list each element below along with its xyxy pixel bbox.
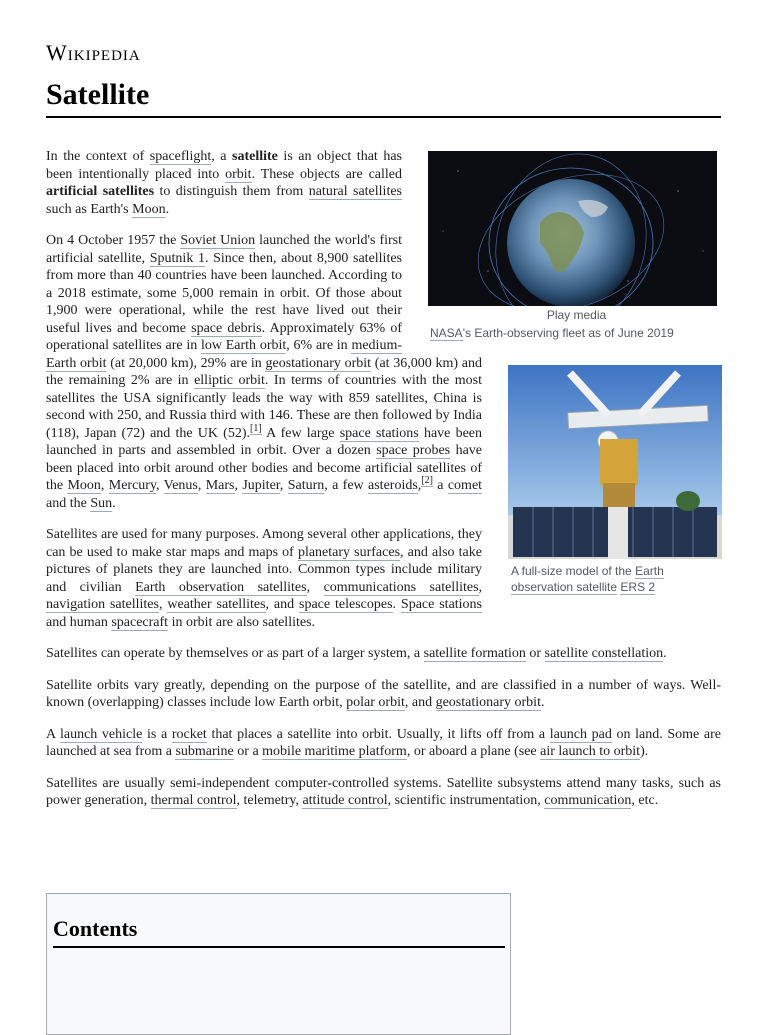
link-moon-2[interactable]: Moon xyxy=(67,478,101,493)
link-satellite-constellation[interactable]: satellite constellation xyxy=(544,646,664,661)
paragraph-systems: Satellites can operate by themselves or as part of a larger system, a satellite formation or satellite constellation. xyxy=(46,646,667,661)
link-air-launch-to-orbit[interactable]: air launch to orbit xyxy=(540,744,641,759)
link-thermal-control[interactable]: thermal control xyxy=(150,793,237,808)
paragraph-intro: In the context of spaceflight, a satellite is an object that has been intentionally placed into orbit. These objects are called artificial satellites to distinguish them from natural satellites such as Earth's Moon. xyxy=(46,149,402,217)
link-launch-vehicle[interactable]: launch vehicle xyxy=(59,726,143,742)
link-polar-orbit[interactable]: polar orbit xyxy=(346,695,405,710)
link-mars[interactable]: Mars xyxy=(205,478,235,493)
link-sun[interactable]: Sun xyxy=(90,495,113,511)
link-space-probes[interactable]: space probes xyxy=(376,443,451,458)
link-submarine[interactable]: submarine xyxy=(175,744,234,759)
link-mobile-maritime-platform[interactable]: mobile maritime platform xyxy=(262,744,407,759)
link-elliptic-orbit[interactable]: elliptic orbit xyxy=(194,373,265,388)
link-communications-satellites[interactable]: communications satellites xyxy=(323,579,479,595)
wikipedia-logo[interactable]: Wikipedia xyxy=(46,40,141,65)
ers2-model-image[interactable] xyxy=(508,365,722,559)
link-medium-earth-orbit[interactable]: medium-Earth orbit xyxy=(46,338,402,371)
link-spacecraft[interactable]: spacecraft xyxy=(111,614,169,630)
figure2-caption: A full-size model of the Earth observation satellite ERS 2 xyxy=(511,563,664,594)
toc-divider xyxy=(53,946,505,948)
earth-fleet-video[interactable] xyxy=(428,151,717,306)
earth-fleet-image xyxy=(428,151,717,306)
link-rocket[interactable]: rocket xyxy=(171,726,207,742)
link-mercury[interactable]: Mercury xyxy=(108,478,157,493)
table-of-contents xyxy=(46,893,511,1035)
link-geostationary-orbit-2[interactable]: geostationary orbit xyxy=(435,695,541,710)
link-comet[interactable]: comet xyxy=(447,478,483,493)
link-spaceflight[interactable]: spaceflight xyxy=(149,149,212,164)
link-venus[interactable]: Venus xyxy=(163,478,198,493)
link-planetary-surfaces[interactable]: planetary surfaces xyxy=(297,544,401,560)
link-moon[interactable]: Moon xyxy=(132,201,166,217)
link-space-stations[interactable]: space stations xyxy=(339,425,419,441)
nasa-link[interactable]: NASA xyxy=(430,325,463,340)
link-space-stations-2[interactable]: Space stations xyxy=(400,597,483,612)
article-body xyxy=(46,148,721,824)
page-title: Satellite xyxy=(46,78,150,111)
link-satellite-formation[interactable]: satellite formation xyxy=(423,646,526,661)
paragraph-purposes: Satellites are used for many purposes. Among several other applications, they can be used to make star maps and maps of planetary surfaces, and also take pictures of planets they are launched into. Common types include military and civilian Earth observation satellites, communications satellites, navigation satellites, weather satellites, and space telescopes. Space stations and human spacecraft in orbit are also satellites. xyxy=(46,527,483,630)
paragraph-history: On 4 October 1957 the Soviet Union launched the world's first artificial satellite, Sputnik 1. Since then, about 8,900 satellites from more than 40 countries have been launched. According to a 2018 estimate, some 5,000 remain in orbit. Of those about 1,900 were operational, while the rest have lived out their useful lives and become space debris. Approximately 63% of operational satellites are in low Earth orbit, 6% are in medium-Earth orbit (at 20,000 km), 29% are in geostationary orbit (at 36,000 km) and the remaining 2% are in elliptic orbit. In terms of countries with the most satellites the USA significantly leads the way with 859 satellites, China is second with 250, and Russia third with 146. These are then followed by India (118), Japan (72) and the UK (52).[1] A few large space stations have been launched in parts and assembled in orbit. Over a dozen space probes have been placed into orbit around other bodies and become artificial satellites of the Moon, Mercury, Venus, Mars, Jupiter, Saturn, a few asteroids,[2] a comet and the Sun. xyxy=(46,233,483,511)
link-asteroids[interactable]: asteroids xyxy=(368,478,418,493)
paragraph-orbits: Satellite orbits vary greatly, depending on the purpose of the satellite, and are classified in a number of ways. Well-known (overlapping) classes include low Earth orbit, polar orbit, and geostationary orbit. xyxy=(46,677,721,710)
link-natural-satellites[interactable]: natural satellites xyxy=(308,184,402,199)
link-space-telescopes[interactable]: space telescopes xyxy=(299,597,393,612)
paragraph-launch: A launch vehicle is a rocket that places a satellite into orbit. Usually, it lifts off from a launch pad on land. Some are launched at sea from a submarine or a mobile maritime platform, or aboard a plane (see air launch to orbit). xyxy=(46,726,721,759)
link-soviet-union[interactable]: Soviet Union xyxy=(180,233,256,248)
play-media-link[interactable]: Play media xyxy=(546,308,607,322)
link-weather-satellites[interactable]: weather satellites xyxy=(167,597,266,612)
link-ers2[interactable]: ERS 2 xyxy=(620,579,656,594)
link-earth-observation-satellites[interactable]: Earth observation satellites xyxy=(135,579,307,595)
link-attitude-control[interactable]: attitude control xyxy=(302,793,388,808)
figure1-caption: NASA's Earth-observing fleet as of June 2019 xyxy=(430,325,674,340)
link-jupiter[interactable]: Jupiter xyxy=(242,478,280,493)
reference-2[interactable]: [2] xyxy=(421,475,433,487)
paragraph-subsystems: Satellites are usually semi-independent computer-controlled systems. Satellite subsystems attend many tasks, such as power generation, thermal control, telemetry, attitude control, scientific instrumentation, communication, etc. xyxy=(46,775,721,808)
reference-1[interactable]: [1] xyxy=(250,422,262,434)
link-low-earth-orbit[interactable]: low Earth orbit xyxy=(200,338,287,353)
link-geostationary-orbit[interactable]: geostationary orbit xyxy=(265,355,372,371)
link-earth-observation-satellite[interactable]: Earth observation satellite xyxy=(511,563,664,594)
link-sputnik-1[interactable]: Sputnik 1 xyxy=(149,250,205,266)
link-launch-pad[interactable]: launch pad xyxy=(549,726,612,742)
figure-ers2 xyxy=(508,365,725,595)
link-navigation-satellites[interactable]: navigation satellites xyxy=(46,597,159,612)
link-space-debris[interactable]: space debris xyxy=(191,320,262,336)
figure-earth-fleet xyxy=(428,151,725,341)
link-orbit[interactable]: orbit xyxy=(225,166,252,182)
link-saturn[interactable]: Saturn xyxy=(287,478,325,493)
title-divider xyxy=(46,116,721,118)
toc-title: Contents xyxy=(53,916,138,941)
link-communication[interactable]: communication xyxy=(544,793,632,808)
